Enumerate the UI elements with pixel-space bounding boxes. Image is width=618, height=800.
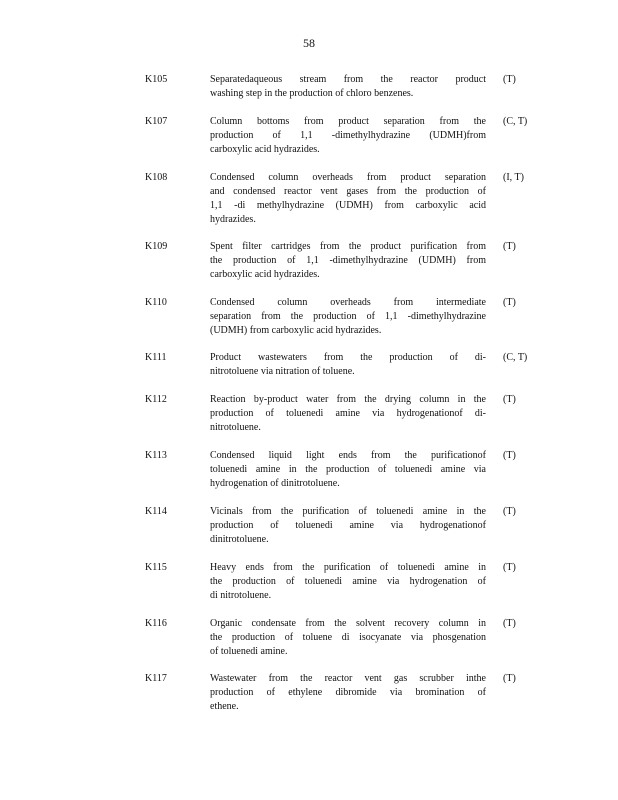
hazard-code: (T)	[503, 618, 516, 629]
description-line: production of ethylene dibromide via bromination of	[210, 687, 486, 698]
hazard-code: (T)	[503, 297, 516, 308]
description-line: of toluenedi amine.	[210, 646, 288, 657]
description-line: nitrotoluene.	[210, 422, 261, 433]
description-line: Reaction by-product water from the drying column in the	[210, 394, 486, 405]
waste-code: K110	[145, 297, 167, 308]
description-line: hydrogenation of dinitrotoluene.	[210, 478, 340, 489]
waste-code: K114	[145, 506, 167, 517]
description-line: the production of toluene di isocyanate via phosgenation	[210, 632, 486, 643]
page-number: 58	[303, 36, 315, 50]
description-line: separation from the production of 1,1 -dimethylhydrazine	[210, 311, 486, 322]
hazard-code: (T)	[503, 241, 516, 252]
waste-description	[210, 672, 486, 714]
description-line: washing step in the production of chloro benzenes.	[210, 88, 414, 99]
hazard-code: (T)	[503, 394, 516, 405]
waste-description	[210, 505, 486, 547]
waste-description	[210, 561, 486, 603]
description-line: Vicinals from the purification of toluenedi amine in the	[210, 506, 486, 517]
hazard-code: (C, T)	[503, 352, 528, 363]
waste-description	[210, 296, 486, 338]
description-line: (UDMH) from carboxylic acid hydrazides.	[210, 325, 382, 336]
description-line: Heavy ends from the purification of toluenedi amine in	[210, 562, 486, 573]
hazard-code: (T)	[503, 74, 516, 85]
description-line: Condensed column overheads from intermediate	[210, 297, 486, 308]
description-line: and condensed reactor vent gases from the production of	[210, 186, 486, 197]
waste-code: K109	[145, 241, 168, 252]
description-line: Condensed column overheads from product separation	[210, 172, 486, 183]
hazard-code: (C, T)	[503, 116, 528, 127]
waste-description	[210, 73, 486, 101]
description-line: hydrazides.	[210, 214, 256, 225]
description-line: Spent filter cartridges from the product purification from	[210, 241, 486, 252]
description-line: carboxylic acid hydrazides.	[210, 269, 320, 280]
waste-code: K107	[145, 116, 168, 127]
description-line: production of toluenedi amine via hydrogenationof	[210, 520, 486, 531]
description-line: the production of toluenedi amine via hydrogenation of	[210, 576, 486, 587]
waste-description	[210, 171, 486, 227]
description-line: 1,1 -di methylhydrazine (UDMH) from carboxylic acid	[210, 200, 486, 211]
waste-code: K116	[145, 618, 167, 629]
hazard-code: (T)	[503, 673, 516, 684]
waste-code: K108	[145, 172, 168, 183]
waste-code: K112	[145, 394, 167, 405]
description-line: di nitrotoluene.	[210, 590, 272, 601]
description-line: Wastewater from the reactor vent gas scrubber inthe	[210, 673, 486, 684]
description-line: Condensed liquid light ends from the purificationof	[210, 450, 486, 461]
waste-code: K117	[145, 673, 167, 684]
waste-description	[210, 449, 486, 491]
description-line: Product wastewaters from the production of di-	[210, 352, 486, 363]
waste-code: K111	[145, 352, 167, 363]
waste-description	[210, 351, 486, 379]
description-line: carboxylic acid hydrazides.	[210, 144, 320, 155]
description-line: Column bottoms from product separation from the	[210, 116, 486, 127]
hazard-code: (I, T)	[503, 172, 524, 183]
waste-description	[210, 393, 486, 435]
waste-description	[210, 115, 486, 157]
hazard-code: (T)	[503, 562, 516, 573]
hazard-code: (T)	[503, 506, 516, 517]
waste-description	[210, 240, 486, 282]
hazard-code: (T)	[503, 450, 516, 461]
waste-code: K105	[145, 74, 168, 85]
description-line: nitrotoluene via nitration of toluene.	[210, 366, 355, 377]
description-line: ethene.	[210, 701, 239, 712]
description-line: dinitrotoluene.	[210, 534, 269, 545]
description-line: toluenedi amine in the production of toluenedi amine via	[210, 464, 486, 475]
description-line: the production of 1,1 -dimethylhydrazine (UDMH) from	[210, 255, 486, 266]
description-line: Separatedaqueous stream from the reactor product	[210, 74, 486, 85]
description-line: production of toluenedi amine via hydrogenationof di-	[210, 408, 486, 419]
waste-code: K113	[145, 450, 167, 461]
waste-description	[210, 617, 486, 659]
description-line: Organic condensate from the solvent recovery column in	[210, 618, 486, 629]
waste-code: K115	[145, 562, 167, 573]
description-line: production of 1,1 -dimethylhydrazine (UDMH)from	[210, 130, 486, 141]
